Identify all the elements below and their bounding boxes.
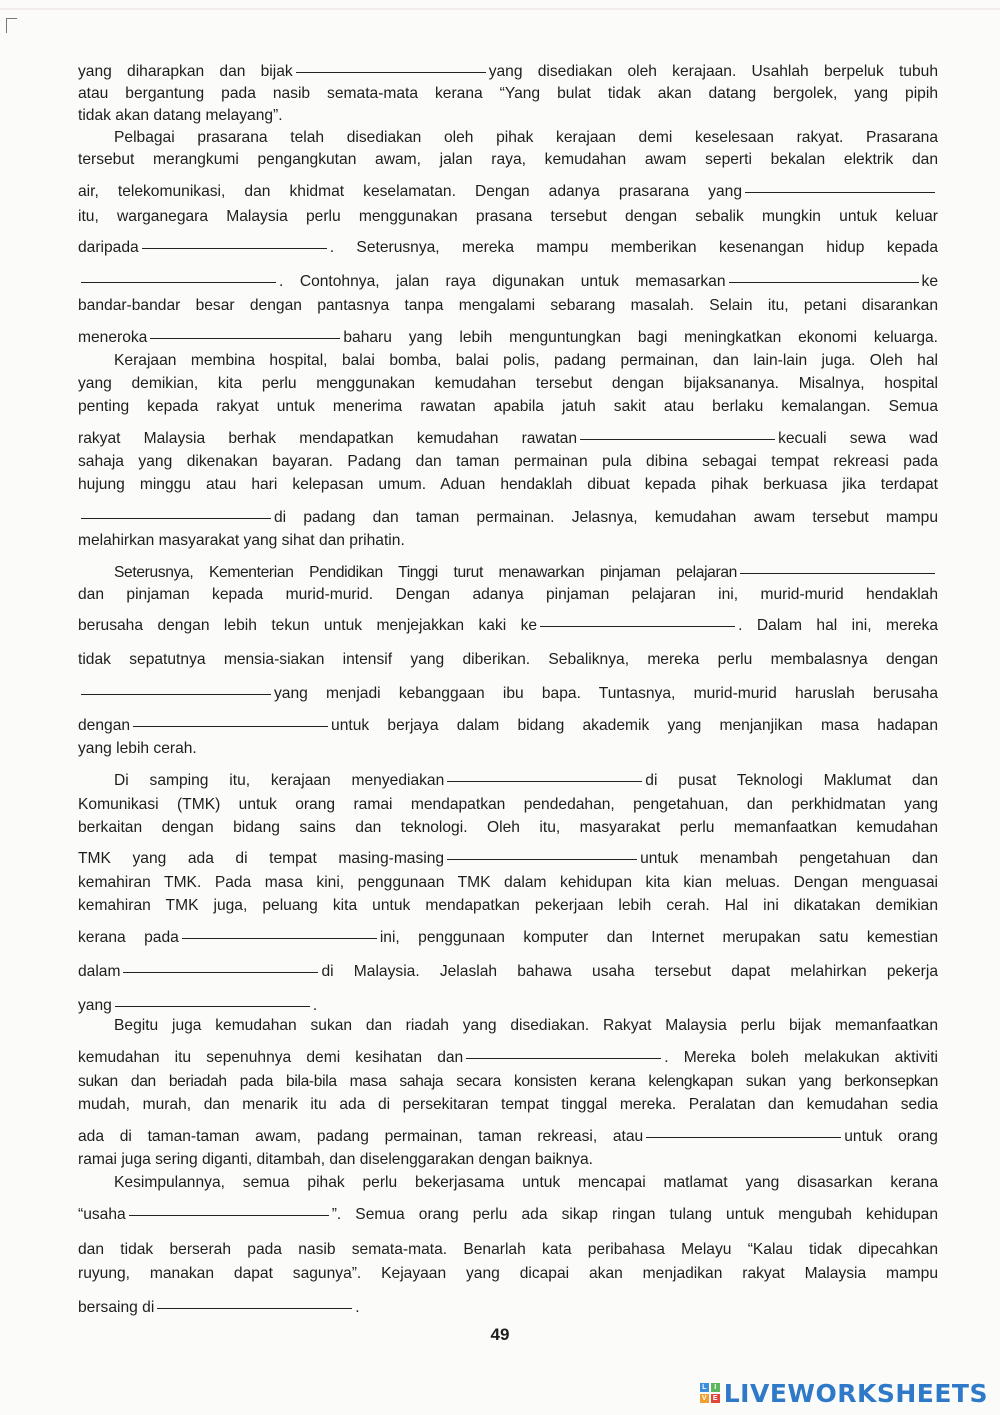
line-text: ”. Semua orang perlu ada sikap ringan tulang untuk mengubah kehidupan [331,1206,938,1223]
line-text: yang diharapkan dan bijak [78,63,293,80]
liveworksheets-brand[interactable] [700,1378,988,1408]
line-text: kerana pada [78,929,179,946]
text-line [78,1127,938,1147]
text-line [78,739,938,759]
text-line [78,452,938,472]
text-line [78,207,938,227]
line-text: Pelbagai prasarana telah disediakan oleh pihak kerajaan demi keselesaan rakyat. Prasarana [114,129,938,146]
text-line [78,1016,938,1036]
line-text: dan pinjaman kepada murid-murid. Dengan adanya pinjaman pelajaran ini, murid-murid hendaklah [78,586,938,603]
text-line [78,896,938,916]
answer-blank[interactable] [81,693,271,695]
text-line [78,1298,938,1318]
text-line [78,795,938,815]
answer-blank[interactable] [81,517,271,519]
brand-name: LIVEWORKSHEETS [723,1378,988,1408]
line-text: kecuali sewa wad [778,430,938,447]
line-text: sukan dan beriadah pada bila-bila masa sahaja secara konsisten kerana kelengkapan sukan yang berkonsepkan [78,1073,938,1090]
line-text: baharu yang lebih menguntungkan bagi meningkatkan ekonomi keluarga. [343,329,938,346]
text-line [78,62,938,82]
line-text: untuk orang [844,1128,938,1145]
answer-blank[interactable] [540,625,735,627]
line-text: berusaha dengan lebih tekun untuk menjejakkan kaki ke [78,617,538,634]
text-line [78,1264,938,1284]
line-text: kemahiran TMK. Pada masa kini, penggunaan TMK dalam kehidupan kita kian meluas. Dengan menguasai [78,874,938,891]
text-line [78,616,938,636]
text-line [78,429,938,449]
line-text: Kesimpulannya, semua pihak perlu bekerjasama untuk mencapai matlamat yang disasarkan kerana [114,1174,938,1191]
line-text: hujung minggu atau hari kelepasan umum. Aduan hendaklah dibuat kepada pihak berkuasa jika terdapat [78,476,938,493]
answer-blank[interactable] [157,1307,352,1309]
answer-blank[interactable] [129,1214,329,1216]
text-line [78,1095,938,1115]
text-line [78,397,938,417]
line-text: di Malaysia. Jelaslah bahawa usaha tersebut dapat melahirkan pekerja [321,963,938,980]
line-text: . Seterusnya, mereka mampu memberikan kesenangan hidup kepada [329,239,938,256]
line-text: “usaha [78,1206,126,1223]
line-text: rakyat Malaysia berhak mendapatkan kemudahan rawatan [78,430,578,447]
line-text: . Dalam hal ini, mereka [738,617,939,634]
line-text: tidak akan datang melayang”. [78,107,283,124]
line-text: air, telekomunikasi, dan khidmat keselamatan. Dengan adanya prasarana yang [78,183,742,200]
line-text: . Mereka boleh melakukan aktiviti [664,1049,938,1066]
line-text: berkaitan dengan bidang sains dan teknologi. Oleh itu, masyarakat perlu memanfaatkan kemudahan [78,819,938,836]
text-line [78,1150,938,1170]
text-line [78,1173,938,1193]
line-text: ruyung, manakan dapat sagunya”. Kejayaan yang dicapai akan menjadikan rakyat Malaysia mampu [78,1265,938,1282]
text-line [78,1240,938,1260]
line-text: di pusat Teknologi Maklumat dan [645,772,939,789]
line-text: mudah, murah, dan menarik itu ada di persekitaran tempat tinggal mereka. Peralatan dan kemudahan sedia [78,1096,938,1113]
line-text: daripada [78,239,139,256]
line-text: untuk berjaya dalam bidang akademik yang menjanjikan masa hadapan [331,717,938,734]
answer-blank[interactable] [150,337,340,339]
line-text: . Contohnya, jalan raya digunakan untuk memasarkan [279,273,726,290]
line-text: . [312,997,318,1014]
answer-blank[interactable] [729,281,919,283]
text-line [78,716,938,736]
line-text: Begitu juga kemudahan sukan dan riadah yang disediakan. Rakyat Malaysia perlu bijak memanfaatkan [114,1017,938,1034]
answer-blank[interactable] [296,71,486,73]
line-text: yang menjadi kebanggaan ibu bapa. Tuntasnya, murid-murid haruslah berusaha [274,685,938,702]
line-text: Di samping itu, kerajaan menyediakan [114,772,445,789]
crop-mark [6,18,17,33]
text-line [78,771,938,791]
line-text: bandar-bandar besar dengan pantasnya tanpa mengalami sebarang masalah. Selain itu, petani disarankan [78,297,938,314]
line-text: Kerajaan membina hospital, balai bomba, balai polis, padang permainan, dan lain-lain juga. Oleh hal [114,352,938,369]
line-text: ini, penggunaan komputer dan Internet merupakan satu kemestian [379,929,938,946]
text-line [78,182,938,202]
answer-blank[interactable] [115,1005,310,1007]
line-text: yang lebih cerah. [78,740,197,757]
answer-blank[interactable] [133,725,328,727]
line-text: tidak sepatutnya mensia-siakan intensif yang diberikan. Sebaliknya, mereka perlu membalasnya dengan [78,651,938,668]
text-line [78,650,938,670]
answer-blank[interactable] [646,1136,841,1138]
page-number: 49 [490,1325,510,1344]
line-text: meneroka [78,329,148,346]
line-text: . [355,1299,360,1316]
liveworksheets-logo-icon: L I V E [700,1383,720,1403]
text-line [78,106,938,126]
line-text: dalam [78,963,121,980]
text-line [78,475,938,495]
top-edge [0,8,1000,10]
text-line [78,818,938,838]
text-line [78,374,938,394]
line-text: itu, warganegara Malaysia perlu menggunakan prasana tersebut dengan sebalik mungkin untuk keluar [78,208,938,225]
text-line [78,508,938,528]
text-line [78,150,938,170]
text-line [78,962,938,982]
text-line [78,563,938,583]
text-line [78,531,938,551]
text-line [78,296,938,316]
text-line [78,238,938,258]
line-text: sahaja yang dikenakan bayaran. Padang dan taman permainan pula dibina sebagai tempat rekreasi pada [78,453,938,470]
line-text: di padang dan taman permainan. Jelasnya, kemudahan awam tersebut mampu [274,509,938,526]
line-text: bersaing di [78,1299,155,1316]
answer-blank[interactable] [580,438,775,440]
line-text: ke [921,273,938,290]
text-line [78,272,938,292]
line-text: ada di taman-taman awam, padang permainan, taman rekreasi, atau [78,1128,644,1145]
answer-blank[interactable] [447,780,642,782]
text-line [78,1205,938,1225]
line-text: ramai juga sering diganti, ditambah, dan diselenggarakan dengan baiknya. [78,1151,593,1168]
answer-blank[interactable] [182,937,377,939]
line-text: Seterusnya, Kementerian Pendidikan Tinggi turut menawarkan pinjaman pelajaran [114,564,737,581]
text-line [78,873,938,893]
line-text: kemudahan itu sepenuhnya demi kesihatan dan [78,1049,464,1066]
answer-blank[interactable] [745,191,935,193]
text-line [78,84,938,104]
line-text: yang disediakan oleh kerajaan. Usahlah berpeluk tubuh [488,63,938,80]
text-line [78,1048,938,1068]
text-line [78,1072,938,1092]
line-text: penting kepada rakyat untuk menerima rawatan apabila jatuh sakit atau berlaku kemalangan. Semua [78,398,938,415]
answer-blank[interactable] [81,281,276,283]
line-text: atau bergantung pada nasib semata-mata kerana “Yang bulat tidak akan datang bergolek, yang pipih [78,85,938,102]
text-line [78,585,938,605]
text-line [78,328,938,348]
line-text: TMK yang ada di tempat masing-masing [78,850,445,867]
line-text: untuk menambah pengetahuan dan [640,850,939,867]
text-line [78,128,938,148]
text-line [78,928,938,948]
line-text: Komunikasi (TMK) untuk orang ramai mendapatkan pendedahan, pengetahuan, dan perkhidmatan yang [78,796,938,813]
answer-blank[interactable] [740,572,935,574]
line-text: dan tidak berserah pada nasib semata-mata. Benarlah kata peribahasa Melayu “Kalau tidak dipecahkan [78,1241,938,1258]
line-text: yang [78,997,112,1014]
line-text: tersebut merangkumi pengangkutan awam, jalan raya, kemudahan awam seperti bekalan elektrik dan [78,151,938,168]
answer-blank[interactable] [447,858,637,860]
answer-blank[interactable] [466,1057,661,1059]
line-text: kemahiran TMK juga, peluang kita untuk mendapatkan pekerjaan lebih cerah. Hal ini dikatakan demikian [78,897,938,914]
answer-blank[interactable] [123,971,318,973]
text-line [78,351,938,371]
text-line [78,684,938,704]
answer-blank[interactable] [142,247,327,249]
line-text: melahirkan masyarakat yang sihat dan prihatin. [78,532,405,549]
text-line [78,849,938,869]
line-text: dengan [78,717,131,734]
text-line [78,996,938,1016]
line-text: yang demikian, kita perlu menggunakan kemudahan tersebut dengan bijaksananya. Misalnya, hospital [78,375,938,392]
